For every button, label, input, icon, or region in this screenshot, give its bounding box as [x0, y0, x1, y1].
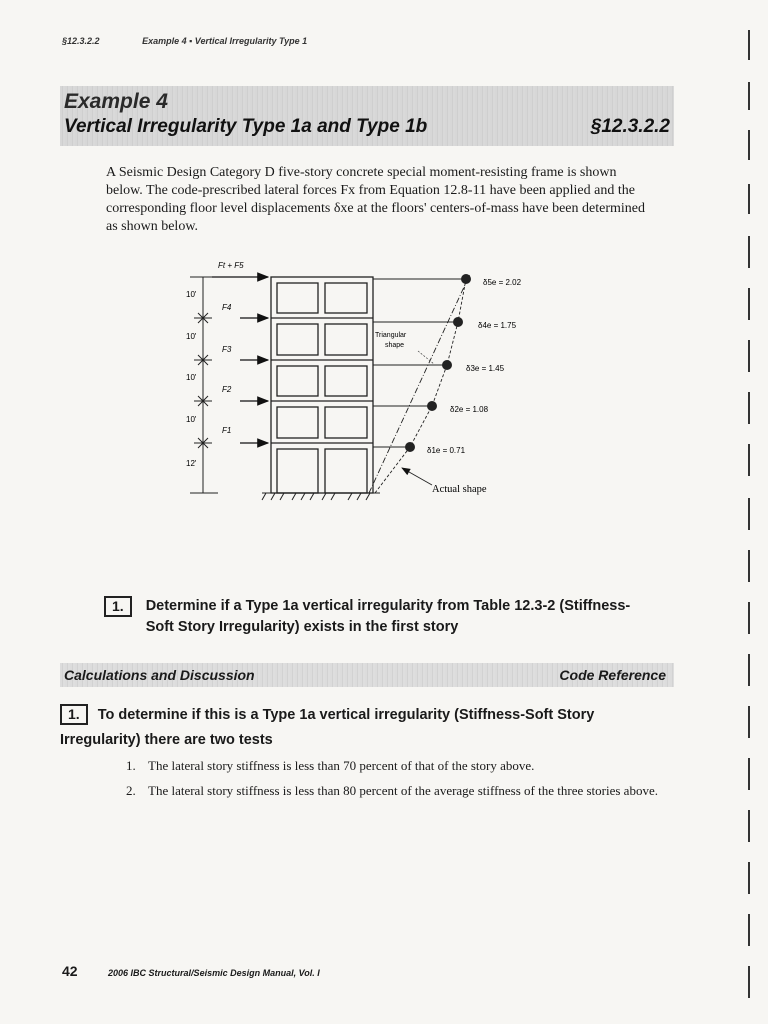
binding-mark: [748, 30, 750, 60]
footer-title: 2006 IBC Structural/Seismic Design Manual, Vol. I: [108, 968, 320, 978]
binding-mark: [748, 862, 750, 894]
binding-mark: [748, 706, 750, 738]
step-1-text: Determine if a Type 1a vertical irregularity from Table 12.3-2 (Stiffness-Soft Story Irregularity) exists in the first story: [145, 598, 631, 635]
force-arrows: [212, 277, 268, 443]
displacement-4: δ4e = 1.75: [478, 321, 517, 330]
binding-mark: [748, 444, 750, 476]
test-item: [126, 758, 666, 774]
story-height-3: 10': [186, 373, 197, 382]
binding-mark: [748, 392, 750, 424]
code-reference-title: Code Reference: [559, 667, 666, 683]
test-number: 2.: [126, 783, 136, 798]
binding-mark: [748, 914, 750, 946]
triangular-shape-line: [369, 274, 470, 493]
displacement-1: δ1e = 0.71: [427, 446, 466, 455]
section-ref: §12.3.2.2: [590, 116, 670, 137]
triangular-label: Triangular: [375, 332, 407, 339]
binding-mark: [748, 288, 750, 320]
test-number: 1.: [126, 758, 136, 773]
binding-mark: [748, 130, 750, 160]
step-1-number: 1.: [104, 596, 132, 617]
page-footer: [62, 963, 320, 981]
actual-shape-pointer: [402, 468, 432, 485]
level-leaders: [373, 279, 466, 447]
example-title: Example 4: [64, 90, 168, 113]
story-height-1: 12': [186, 459, 197, 468]
binding-mark: [748, 758, 750, 790]
header-title: Example 4 ▪ Vertical Irregularity Type 1: [142, 36, 308, 46]
force-f4-label: F4: [222, 303, 232, 312]
test-text: The lateral story stiffness is less than 80 percent of the average stiffness of the three stories above.: [148, 783, 658, 798]
triangular-pointer: [418, 351, 434, 364]
displacement-5: δ5e = 2.02: [483, 278, 522, 287]
actual-shape-label: Actual shape: [432, 484, 487, 495]
force-top-label: Ft + F5: [218, 261, 244, 270]
test-text: The lateral story stiffness is less than 70 percent of that of the story above.: [148, 758, 535, 773]
force-f2-label: F2: [222, 385, 232, 394]
story-height-4: 10': [186, 332, 197, 341]
binding-mark: [748, 966, 750, 998]
calculations-title: Calculations and Discussion: [64, 667, 255, 683]
intro-paragraph: A Seismic Design Category D five-story concrete special moment-resisting frame is shown below. The code-prescribed lateral forces Fx from Equation 12.8-11 have been applied and the corresponding floor level displacements δxe at the floors' centers-of-mass have been determined as shown below.: [106, 165, 645, 234]
header-section: §12.3.2.2: [62, 36, 100, 46]
binding-mark: [748, 550, 750, 582]
displacement-3: δ3e = 1.45: [466, 364, 505, 373]
page-number: 42: [62, 963, 78, 979]
binding-mark: [748, 340, 750, 372]
displacement-points: [405, 274, 471, 452]
binding-mark: [748, 654, 750, 686]
binding-mark: [748, 82, 750, 110]
step-1-question: [104, 596, 674, 638]
displacement-2: δ2e = 1.08: [450, 405, 489, 414]
story-height-2: 10': [186, 415, 197, 424]
force-f3-label: F3: [222, 345, 232, 354]
test-item: [126, 783, 666, 799]
binding-mark: [748, 236, 750, 268]
binding-mark: [748, 602, 750, 634]
calculations-band: [60, 663, 674, 687]
frame-structure: [271, 277, 373, 493]
force-f1-label: F1: [222, 426, 232, 435]
ground-hatch: [262, 493, 380, 500]
story-height-5: 10': [186, 290, 197, 299]
example-subtitle: Vertical Irregularity Type 1a and Type 1b: [64, 116, 428, 137]
step-1-discussion: [60, 703, 674, 753]
actual-shape-curve: [375, 279, 466, 493]
triangular-label-2: shape: [385, 342, 405, 349]
test-list: [126, 758, 666, 808]
binding-mark: [748, 498, 750, 530]
step-1-discussion-number: 1.: [60, 704, 88, 725]
binding-mark: [748, 810, 750, 842]
binding-mark: [748, 184, 750, 214]
step-1-discussion-text: To determine if this is a Type 1a vertical irregularity (Stiffness-Soft Story Irregularity) there are two tests: [60, 707, 595, 748]
